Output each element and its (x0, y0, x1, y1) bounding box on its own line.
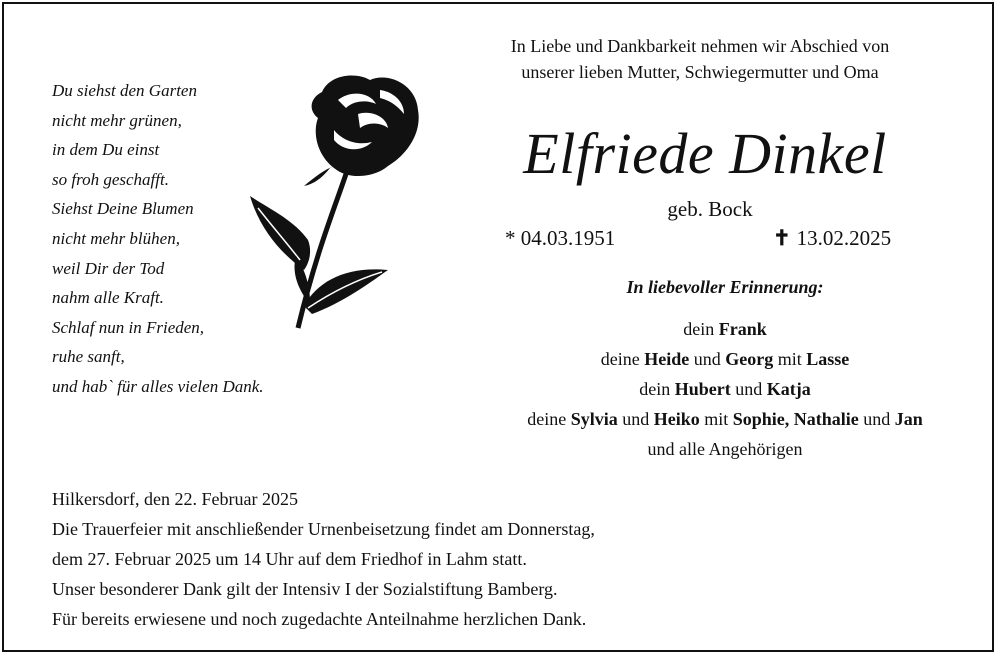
mourner-text: dein (639, 379, 671, 399)
mourner-name: Jan (894, 409, 923, 429)
footer-line: Für bereits erwiesene und noch zugedachte Anteilnahme herzlichen Dank. (52, 609, 587, 629)
cross-icon: ✝ (773, 226, 791, 250)
poem-line: und hab` für alles vielen Dank. (52, 376, 264, 396)
intro-line: unserer lieben Mutter, Schwiegermutter und Oma (521, 62, 879, 82)
intro-line: In Liebe und Dankbarkeit nehmen wir Abschied von (510, 36, 890, 56)
mourner-name: Heiko (653, 409, 700, 429)
mourner-line: und alle Angehörigen (647, 439, 803, 459)
poem-line: Schlaf nun in Frieden, (52, 317, 205, 337)
mourner-text: dein (683, 319, 715, 339)
mourner-name: Hubert (674, 379, 731, 399)
poem-line: nicht mehr grünen, (52, 110, 182, 130)
poem-line: Du siehst den Garten (52, 81, 197, 100)
mourner-text: mit (777, 349, 802, 369)
mourner-name: Sylvia (570, 409, 618, 429)
place-date: Hilkersdorf, den 22. Februar 2025 (52, 489, 298, 509)
intro-text (435, 33, 965, 85)
mourner-line (455, 374, 995, 404)
mourner-name: Georg (725, 349, 774, 369)
death-date: 13.02.2025 (796, 226, 892, 250)
mourner-text: und (863, 409, 891, 429)
rose-icon (238, 70, 438, 340)
deceased-name: Elfriede Dinkel (523, 121, 887, 186)
footer-text (52, 484, 952, 634)
death-date-group (773, 225, 891, 251)
footer-line: Unser besonderer Dank gilt der Intensiv I der Sozialstiftung Bamberg. (52, 579, 558, 599)
birth-name: geb. Bock (667, 197, 753, 221)
mourner-line (455, 314, 995, 344)
memory-heading: In liebevoller Erinnerung: (626, 277, 824, 297)
footer-line: Die Trauerfeier mit anschließender Urnenbeisetzung findet am Donnerstag, (52, 519, 595, 539)
mourner-line (455, 404, 995, 434)
poem-line: in dem Du einst (52, 140, 160, 160)
mourner-name: Frank (718, 319, 767, 339)
mourner-text: deine (527, 409, 567, 429)
poem-line: Siehst Deine Blumen (52, 199, 194, 219)
poem-line: nahm alle Kraft. (52, 288, 164, 308)
footer-line: dem 27. Februar 2025 um 14 Uhr auf dem Friedhof in Lahm statt. (52, 549, 527, 569)
mourner-text: und (735, 379, 763, 399)
poem-line: nicht mehr blühen, (52, 228, 180, 248)
poem-line: ruhe sanft, (52, 347, 125, 367)
mourners-list (455, 314, 995, 464)
mourner-text: deine (600, 349, 640, 369)
poem-line: weil Dir der Tod (52, 258, 165, 278)
birth-date: * 04.03.1951 (505, 226, 616, 250)
mourner-name: Sophie, (732, 409, 790, 429)
mourner-line (455, 344, 995, 374)
mourner-text: mit (704, 409, 729, 429)
mourner-name: Katja (766, 379, 811, 399)
poem-line: so froh geschafft. (52, 169, 169, 189)
mourner-name: Nathalie (793, 409, 859, 429)
mourner-name: Lasse (806, 349, 850, 369)
mourner-text: und (622, 409, 650, 429)
mourner-name: Heide (644, 349, 690, 369)
mourner-text: und (693, 349, 721, 369)
